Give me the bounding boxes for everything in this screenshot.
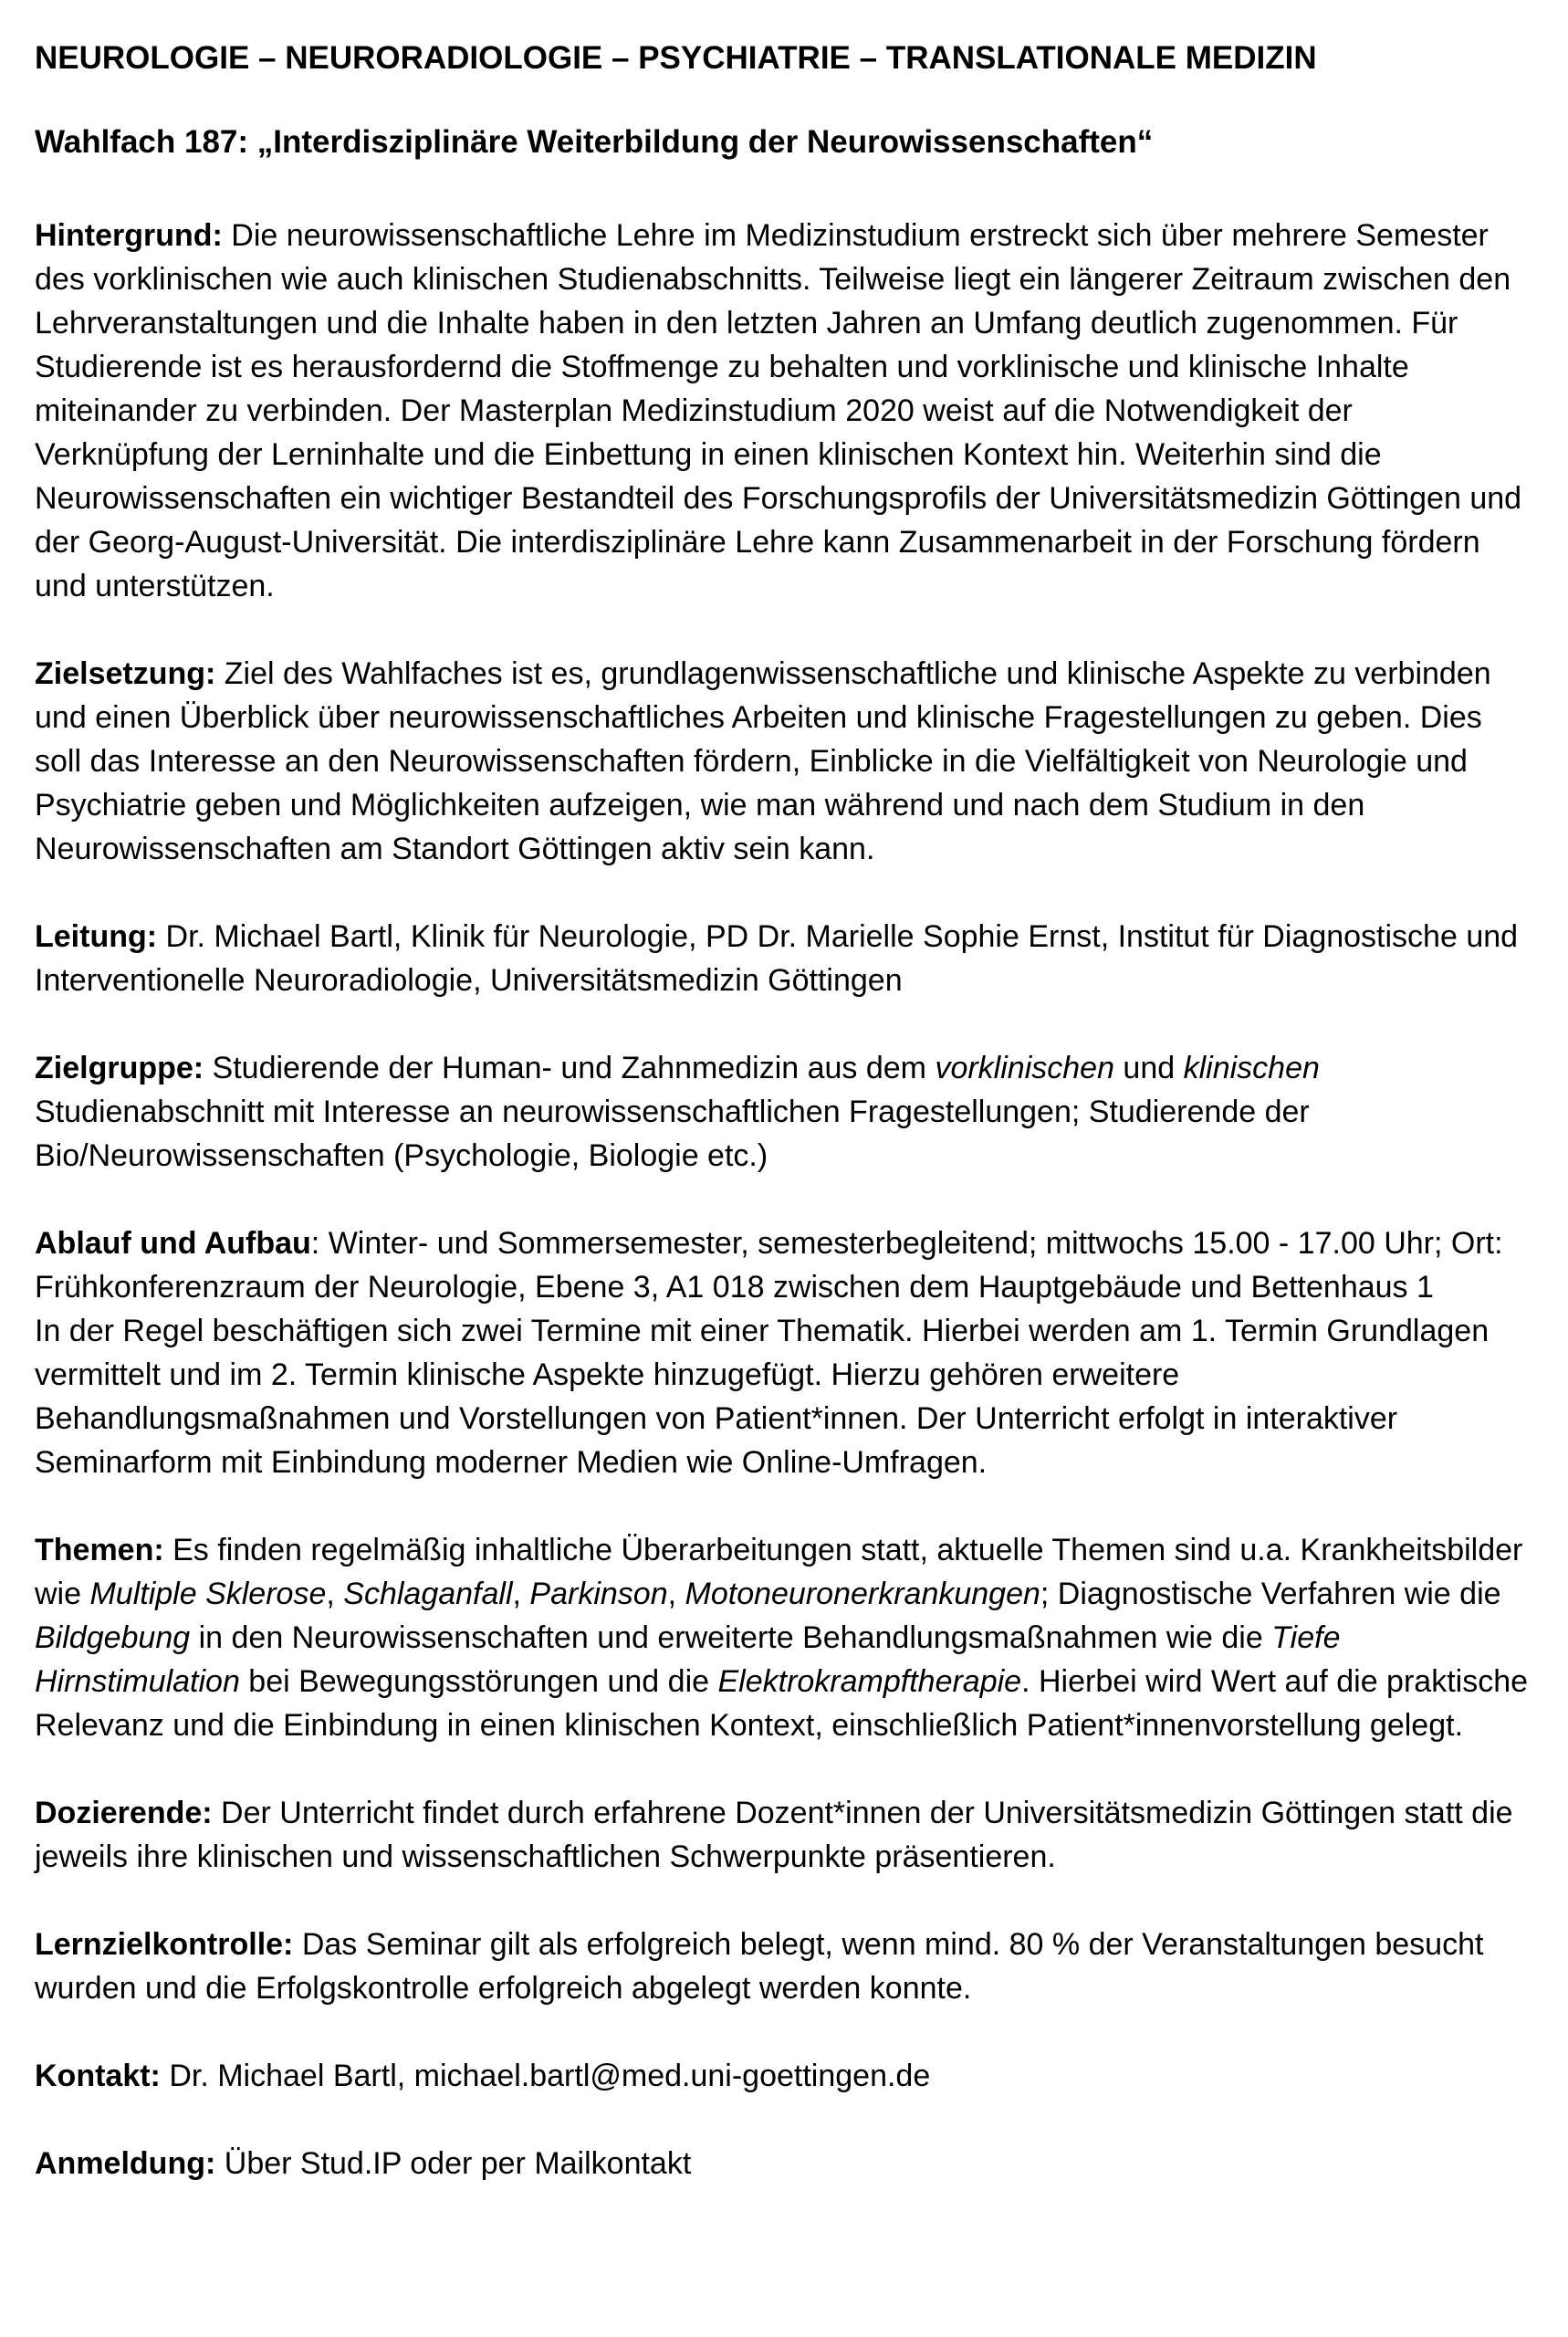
section-themen — [35, 1528, 1531, 1747]
run-italic: Tiefe Hirnstimulation — [35, 1620, 1341, 1699]
run-bold: Themen: — [35, 1533, 164, 1567]
run-text: Das Seminar gilt als erfolgreich belegt, wenn mind. 80 % der Veranstaltungen besucht wurden und die Erfolgskontrolle erfolgreich abgelegt werden konnte. — [35, 1927, 1484, 2006]
section-hintergrund — [35, 214, 1531, 608]
run-bold: Kontakt: — [35, 2059, 161, 2093]
paragraph — [35, 214, 1531, 608]
run-bold: Zielgruppe: — [35, 1051, 204, 1085]
run-italic: Multiple Sklerose — [89, 1577, 327, 1611]
section-lernzielkontrolle — [35, 1923, 1531, 2010]
run-bold: Leitung: — [35, 919, 158, 954]
run-bold: Anmeldung: — [35, 2146, 216, 2181]
run-italic: Parkinson — [529, 1577, 668, 1611]
run-text: , — [326, 1577, 344, 1611]
section-kontakt — [35, 2054, 1531, 2098]
run-text: Über Stud.IP oder per Mailkontakt — [215, 2146, 692, 2181]
run-text: Der Unterricht findet durch erfahrene Dozent*innen der Universitätsmedizin Göttingen statt die jeweils ihre klinischen und wissenschaftlichen Schwerpunkte präsentieren. — [35, 1796, 1513, 1874]
section-dozierende — [35, 1791, 1531, 1879]
run-italic: vorklinischen — [935, 1051, 1114, 1085]
paragraph — [35, 1791, 1531, 1879]
paragraph — [35, 1221, 1531, 1309]
run-italic: Motoneuronerkrankungen — [685, 1577, 1040, 1611]
paragraph — [35, 2054, 1531, 2098]
run-text: ; Diagnostische Verfahren wie die — [1040, 1577, 1501, 1611]
run-text: : Winter- und Sommersemester, semesterbegleitend; mittwochs 15.00 - 17.00 Uhr; Ort: Frühkonferenzraum der Neurologie, Ebene 3, A1 018 zwischen dem Hauptgebäude und Bettenhaus 1 — [35, 1226, 1503, 1305]
paragraph — [35, 915, 1531, 1002]
run-text: und — [1113, 1051, 1184, 1085]
run-italic: Bildgebung — [35, 1620, 191, 1655]
run-bold: Zielsetzung: — [35, 656, 216, 691]
run-italic: klinischen — [1183, 1051, 1320, 1085]
section-ablauf-und-aufbau — [35, 1221, 1531, 1484]
run-bold: Hintergrund: — [35, 218, 223, 253]
run-text: bei Bewegungsstörungen und die — [239, 1664, 718, 1699]
document-title: NEUROLOGIE – NEURORADIOLOGIE – PSYCHIATRIE – TRANSLATIONALE MEDIZIN — [35, 40, 1317, 76]
section-zielsetzung — [35, 652, 1531, 871]
run-text: In der Regel beschäftigen sich zwei Termine mit einer Thematik. Hierbei werden am 1. Termin Grundlagen vermittelt und im 2. Termin klinische Aspekte hinzugefügt. Hierzu gehören erweitere Behandlungsmaßnahmen und Vorstellungen von Patient*innen. Der Unterricht erfolgt in interaktiver Seminarform mit Einbindung moderner Medien wie Online-Umfragen. — [35, 1314, 1490, 1480]
run-text: Ziel des Wahlfaches ist es, grundlagenwissenschaftliche und klinische Aspekte zu verbinden und einen Überblick über neurowissenschaftliches Arbeiten und klinische Fragestellungen zu geben. Dies soll das Interesse an den Neurowissenschaften fördern, Einblicke in die Vielfältigkeit von Neurologie und Psychiatrie geben und Möglichkeiten aufzeigen, wie man während und nach dem Studium in den Neurowissenschaften am Standort Göttingen aktiv sein kann. — [35, 656, 1491, 866]
run-bold: Ablauf und Aufbau — [35, 1226, 311, 1261]
document-subtitle: Wahlfach 187: „Interdisziplinäre Weiterbildung der Neurowissenschaften“ — [35, 124, 1154, 160]
run-italic: Elektrokrampftherapie — [717, 1664, 1022, 1699]
run-text: , — [512, 1577, 530, 1611]
run-text: , — [667, 1577, 685, 1611]
paragraph — [35, 1046, 1531, 1178]
run-text: . Hierbei wird Wert auf die praktische Relevanz und die Einbindung in einen klinischen Kontext, einschließlich Patient*innenvorstellung gelegt. — [35, 1664, 1529, 1743]
run-text: in den Neurowissenschaften und erweiterte Behandlungsmaßnahmen wie die — [190, 1620, 1272, 1655]
run-bold: Lernzielkontrolle: — [35, 1927, 294, 1962]
section-anmeldung — [35, 2142, 1531, 2185]
paragraph — [35, 1528, 1531, 1747]
run-text: Es finden regelmäßig inhaltliche Überarbeitungen statt, aktuelle Themen sind u.a. Krankheitsbilder wie — [35, 1533, 1523, 1611]
section-zielgruppe — [35, 1046, 1531, 1178]
run-text: Studierende der Human- und Zahnmedizin aus dem — [204, 1051, 936, 1085]
paragraph — [35, 1309, 1531, 1484]
paragraph — [35, 1923, 1531, 2010]
run-italic: Schlaganfall — [343, 1577, 513, 1611]
run-text: Dr. Michael Bartl, michael.bartl@med.uni-goettingen.de — [160, 2059, 931, 2093]
paragraph — [35, 652, 1531, 871]
run-text: Studienabschnitt mit Interesse an neurowissenschaftlichen Fragestellungen; Studierende der Bio/Neurowissenschaften (Psychologie, Biologie etc.) — [35, 1095, 1310, 1173]
run-bold: Dozierende: — [35, 1796, 213, 1830]
run-text: Dr. Michael Bartl, Klinik für Neurologie, PD Dr. Marielle Sophie Ernst, Institut für Diagnostische und Interventionelle Neuroradiologie, Universitätsmedizin Göttingen — [35, 919, 1519, 998]
document-body — [35, 214, 1531, 2185]
run-text: Die neurowissenschaftliche Lehre im Medizinstudium erstreckt sich über mehrere Semester des vorklinischen wie auch klinischen Studienabschnitts. Teilweise liegt ein längerer Zeitraum zwischen den Lehrveranstaltungen und die Inhalte haben in den letzten Jahren an Umfang deutlich zugenommen. Für Studierende ist es herausfordernd die Stoffmenge zu behalten und vorklinische und klinische Inhalte miteinander zu verbinden. Der Masterplan Medizinstudium 2020 weist auf die Notwendigkeit der Verknüpfung der Lerninhalte und die Einbettung in einen klinischen Kontext hin. Weiterhin sind die Neurowissenschaften ein wichtiger Bestandteil des Forschungsprofils der Universitätsmedizin Göttingen und der Georg-August-Universität. Die interdisziplinäre Lehre kann Zusammenarbeit in der Forschung fördern und unterstützen. — [35, 218, 1522, 603]
paragraph — [35, 2142, 1531, 2185]
section-leitung — [35, 915, 1531, 1002]
